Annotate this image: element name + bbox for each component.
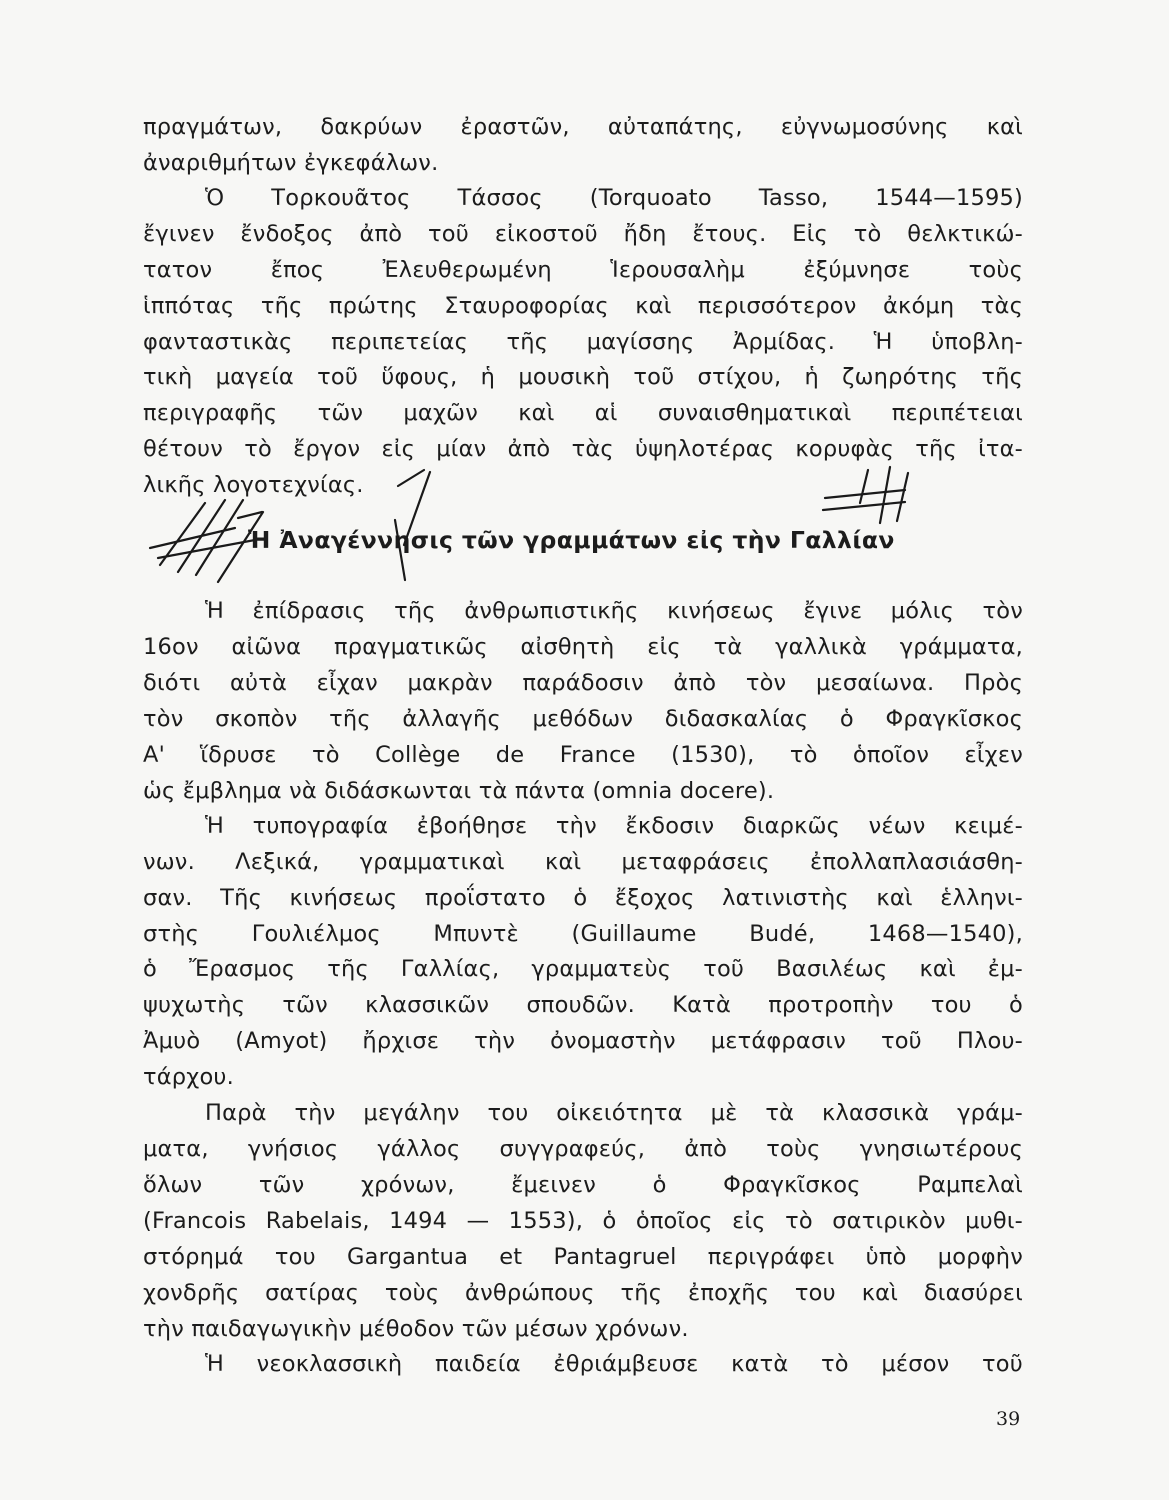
text-line: Ἡ ἐπίδρασις τῆς ἀνθρωπιστικῆς κινήσεως ἔγινε μόλις τὸν: [205, 598, 1023, 624]
text-line: στὴς Γουλιέλμος Μπυντὲ (Guillaume Budé, 1468—1540),: [143, 921, 1023, 947]
text-line: σαν. Τῆς κινήσεως προΐστατο ὁ ἔξοχος λατινιστὴς καὶ ἑλληνι-: [143, 885, 1023, 911]
text-line: τάρχου.: [143, 1064, 234, 1090]
text-line: ψυχωτὴς τῶν κλασσικῶν σπουδῶν. Κατὰ προτροπὴν του ὁ: [143, 992, 1023, 1018]
text-line: ματα, γνήσιος γάλλος συγγραφεύς, ἀπὸ τοὺς γνησιωτέρους: [143, 1136, 1023, 1162]
text-line: ἀναριθμήτων ἐγκεφάλων.: [143, 150, 439, 176]
text-line: χονδρῆς σατίρας τοὺς ἀνθρώπους τῆς ἐποχῆς του καὶ διασύρει: [143, 1280, 1023, 1306]
text-line: ὡς ἔμβλημα νὰ διδάσκωνται τὰ πάντα (omnia docere).: [143, 778, 775, 804]
text-line: στόρημά του Gargantua et Pantagruel περιγράφει ὑπὸ μορφὴν: [143, 1244, 1023, 1270]
text-line: περιγραφῆς τῶν μαχῶν καὶ αἱ συναισθηματικαὶ περιπέτειαι: [143, 400, 1023, 426]
text-line: (Francois Rabelais, 1494 — 1553), ὁ ὁποῖος εἰς τὸ σατιρικὸν μυθι-: [143, 1208, 1023, 1234]
text-line: τὸν σκοπὸν τῆς ἀλλαγῆς μεθόδων διδασκαλίας ὁ Φραγκῖσκος: [143, 706, 1023, 732]
text-line: Ὁ Τορκουᾶτος Τάσσος (Torquoato Tasso, 1544—1595): [205, 185, 1023, 211]
text-line: τικὴ μαγεία τοῦ ὕφους, ἡ μουσικὴ τοῦ στίχου, ἡ ζωηρότης τῆς: [143, 364, 1023, 390]
section-heading: Ἡ Ἀναγέννησις τῶν γραμμάτων εἰς τὴν Γαλλίαν: [248, 526, 895, 554]
text-line: Παρὰ τὴν μεγάλην του οἰκειότητα μὲ τὰ κλασσικὰ γράμ-: [205, 1100, 1023, 1126]
text-line: Α' ἵδρυσε τὸ Collège de France (1530), τὸ ὁποῖον εἶχεν: [143, 742, 1023, 768]
text-line: 16ον αἰῶνα πραγματικῶς αἰσθητὴ εἰς τὰ γαλλικὰ γράμματα,: [143, 634, 1023, 660]
text-line: λικῆς λογοτεχνίας.: [143, 472, 364, 498]
text-line: τὴν παιδαγωγικὴν μέθοδον τῶν μέσων χρόνων.: [143, 1316, 689, 1342]
text-line: ἔγινεν ἔνδοξος ἀπὸ τοῦ εἰκοστοῦ ἤδη ἔτους. Εἰς τὸ θελκτικώ-: [143, 221, 1023, 247]
text-line: Ἡ νεοκλασσικὴ παιδεία ἐθριάμβευσε κατὰ τὸ μέσον τοῦ: [205, 1351, 1023, 1377]
text-line: πραγμάτων, δακρύων ἐραστῶν, αὐταπάτης, εὐγνωμοσύνης καὶ: [143, 114, 1023, 140]
page-number: 39: [996, 1408, 1021, 1430]
text-line: ὅλων τῶν χρόνων, ἔμεινεν ὁ Φραγκῖσκος Ραμπελαὶ: [143, 1172, 1023, 1198]
text-line: Ἡ τυπογραφία ἐβοήθησε τὴν ἔκδοσιν διαρκῶς νέων κειμέ-: [205, 813, 1023, 839]
text-line: θέτουν τὸ ἔργον εἰς μίαν ἀπὸ τὰς ὑψηλοτέρας κορυφὰς τῆς ἰτα-: [143, 436, 1023, 462]
text-line: νων. Λεξικά, γραμματικαὶ καὶ μεταφράσεις ἐπολλαπλασιάσθη-: [143, 849, 1023, 875]
text-line: τατον ἔπος Ἐλευθερωμένη Ἱερουσαλὴμ ἐξύμνησε τοὺς: [143, 257, 1023, 283]
text-line: φανταστικὰς περιπετείας τῆς μαγίσσης Ἀρμίδας. Ἡ ὑποβλη-: [143, 329, 1023, 355]
text-line: διότι αὐτὰ εἶχαν μακρὰν παράδοσιν ἀπὸ τὸν μεσαίωνα. Πρὸς: [143, 670, 1023, 696]
text-line: ἱππότας τῆς πρώτης Σταυροφορίας καὶ περισσότερον ἀκόμη τὰς: [143, 293, 1023, 319]
text-line: Ἀμυὸ (Amyot) ἤρχισε τὴν ὀνομαστὴν μετάφρασιν τοῦ Πλου-: [143, 1028, 1023, 1054]
text-line: ὁ Ἔρασμος τῆς Γαλλίας, γραμματεὺς τοῦ Βασιλέως καὶ ἐμ-: [143, 956, 1023, 982]
